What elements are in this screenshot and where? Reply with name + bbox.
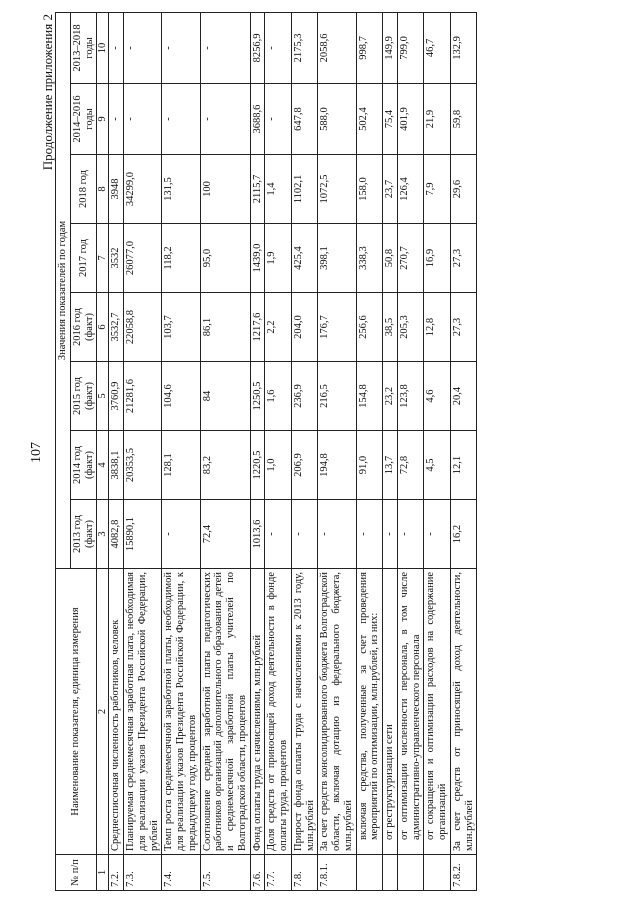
row-value: 1,6 [265, 362, 292, 431]
row-indicator-name: от оптимизации численности персонала, в том числе административно-управленческого персонала [397, 569, 424, 855]
row-value: 502,4 [356, 84, 383, 155]
row-value: 2175,3 [291, 12, 318, 83]
row-value: 398,1 [318, 224, 356, 293]
row-code: 7.2. [109, 855, 124, 891]
row-value: - [109, 84, 124, 155]
row-value: 59,8 [450, 84, 477, 155]
row-value: 1439,0 [250, 224, 265, 293]
row-value: 647,8 [291, 84, 318, 155]
row-value: 46,7 [424, 12, 451, 83]
row-value: 72,8 [397, 431, 424, 500]
table-row [200, 12, 250, 890]
row-value: 256,6 [356, 293, 383, 362]
row-value: 12,1 [450, 431, 477, 500]
row-value: 4,6 [424, 362, 451, 431]
row-value: 1013,6 [250, 500, 265, 569]
row-value: 126,4 [397, 155, 424, 224]
row-value: - [397, 500, 424, 569]
row-value: - [124, 84, 162, 155]
row-value: 1,4 [265, 155, 292, 224]
row-value: 12,8 [424, 293, 451, 362]
row-value: 194,8 [318, 431, 356, 500]
row-value: 338,3 [356, 224, 383, 293]
table-body [109, 12, 477, 890]
row-value: 206,9 [291, 431, 318, 500]
row-value: - [356, 500, 383, 569]
row-value: 91,0 [356, 431, 383, 500]
table-row [162, 12, 200, 890]
column-index: 3 [97, 500, 109, 569]
row-value: 8256,9 [250, 12, 265, 83]
row-value: - [162, 12, 200, 83]
row-value: 2115,7 [250, 155, 265, 224]
row-value: 998,7 [356, 12, 383, 83]
row-value: 149,9 [383, 12, 398, 83]
row-code: 7.8.2. [450, 855, 477, 891]
row-indicator-name: За счет средств консолидированного бюджета Волгоградской области, включая дотацию из федерального бюджета, млн.рублей [318, 569, 356, 855]
table-row [383, 12, 398, 890]
row-value: 21,9 [424, 84, 451, 155]
row-value: 29,6 [450, 155, 477, 224]
row-value: 26077,0 [124, 224, 162, 293]
row-value: 425,4 [291, 224, 318, 293]
column-index: 2 [97, 569, 109, 855]
table-row [109, 12, 124, 890]
row-value: 72,4 [200, 500, 250, 569]
row-value: - [200, 12, 250, 83]
row-indicator-name: Доля средств от приносящей доход деятельности в фонде оплаты труда, процентов [265, 569, 292, 855]
row-value: 3532,7 [109, 293, 124, 362]
row-value: - [162, 84, 200, 155]
column-index: 4 [97, 431, 109, 500]
row-value: 270,7 [397, 224, 424, 293]
row-value: 95,0 [200, 224, 250, 293]
row-value: 3532 [109, 224, 124, 293]
column-index: 6 [97, 293, 109, 362]
row-value: 23,7 [383, 155, 398, 224]
row-code: 7.8.1. [318, 855, 356, 891]
appendix-note: Продолжение приложения 2 [40, 14, 55, 171]
row-value: 16,9 [424, 224, 451, 293]
row-value: 588,0 [318, 84, 356, 155]
row-value: - [109, 12, 124, 83]
row-value: 204,0 [291, 293, 318, 362]
row-indicator-name: За счет средств от приносящей доход деятельности, млн.рублей [450, 569, 477, 855]
header-no: № п/п [56, 855, 97, 891]
table-row [291, 12, 318, 890]
header-name: Наименование показателя, единица измерения [56, 569, 97, 855]
row-value: 3688,6 [250, 84, 265, 155]
row-value: 176,7 [318, 293, 356, 362]
row-value: 1,0 [265, 431, 292, 500]
row-value: 20353,5 [124, 431, 162, 500]
header-year: 2013–2018 годы [70, 12, 97, 83]
row-code: 7.4. [162, 855, 200, 891]
column-index: 7 [97, 224, 109, 293]
row-value: 799,0 [397, 12, 424, 83]
header-values-group: Значения показателей по годам [56, 12, 71, 568]
row-value: 104,6 [162, 362, 200, 431]
row-value: 401,9 [397, 84, 424, 155]
row-indicator-name: Планируемая среднемесячная заработная плата, необходимая для реализации указов Президента Российской Федерации, рублей [124, 569, 162, 855]
table-row [124, 12, 162, 890]
row-value: 4082,8 [109, 500, 124, 569]
row-value: 1217,6 [250, 293, 265, 362]
row-value: 22058,8 [124, 293, 162, 362]
column-index: 8 [97, 155, 109, 224]
page-number: 107 [29, 442, 44, 463]
column-index: 5 [97, 362, 109, 431]
row-value: 27,3 [450, 224, 477, 293]
row-code: 7.3. [124, 855, 162, 891]
row-value: 15890,1 [124, 500, 162, 569]
table-row [250, 12, 265, 890]
row-value: - [265, 500, 292, 569]
row-indicator-name: Соотношение средней заработной платы педагогических работников организаций дополнительного образования детей и среднемесячной заработной платы учителей по Волгоградской области, процентов [200, 569, 250, 855]
header-year: 2013 год (факт) [70, 500, 97, 569]
row-code: 7.6. [250, 855, 265, 891]
row-indicator-name: Фонд оплаты труда с начислениями, млн.рублей [250, 569, 265, 855]
row-value: - [291, 500, 318, 569]
row-value: - [200, 84, 250, 155]
row-indicator-name: от сокращения и оптимизации расходов на содержание организаций [424, 569, 451, 855]
row-value: 154,8 [356, 362, 383, 431]
row-value: 75,4 [383, 84, 398, 155]
row-value: 131,5 [162, 155, 200, 224]
row-value: 1102,1 [291, 155, 318, 224]
row-value: - [424, 500, 451, 569]
row-value: 1,9 [265, 224, 292, 293]
row-value: 23,2 [383, 362, 398, 431]
row-value: - [162, 500, 200, 569]
column-index: 1 [97, 855, 109, 891]
row-indicator-name: Темп роста среднемесячной заработной платы, необходимой для реализации указов Президента Российской Федерации, к предыдущему году, процентов [162, 569, 200, 855]
header-year: 2018 год [70, 155, 97, 224]
row-code: 7.7. [265, 855, 292, 891]
row-indicator-name: включая средства, полученные за счет проведения мероприятий по оптимизации, млн.рублей, из них: [356, 569, 383, 855]
row-value: 118,2 [162, 224, 200, 293]
header-year: 2016 год (факт) [70, 293, 97, 362]
column-index: 9 [97, 84, 109, 155]
row-indicator-name: Среднесписочная численность работников, человек [109, 569, 124, 855]
row-code: 7.5. [200, 855, 250, 891]
row-value: - [124, 12, 162, 83]
row-value: 2,2 [265, 293, 292, 362]
row-value: 34299,0 [124, 155, 162, 224]
indicators-table [55, 12, 477, 891]
table-row [397, 12, 424, 890]
row-value: 216,5 [318, 362, 356, 431]
row-code [397, 855, 424, 891]
row-value: 38,5 [383, 293, 398, 362]
table-row [265, 12, 292, 890]
row-value: 236,9 [291, 362, 318, 431]
row-value: 86,1 [200, 293, 250, 362]
row-value: 27,3 [450, 293, 477, 362]
table-row [450, 12, 477, 890]
row-code: 7.8. [291, 855, 318, 891]
row-value: 128,1 [162, 431, 200, 500]
row-value: 13,7 [383, 431, 398, 500]
table-row [356, 12, 383, 890]
row-value: 1250,5 [250, 362, 265, 431]
row-indicator-name: Прирост фонда оплаты труда с начислениями к 2013 году, млн.рублей [291, 569, 318, 855]
row-value: 103,7 [162, 293, 200, 362]
header-year: 2015 год (факт) [70, 362, 97, 431]
header-year: 2017 год [70, 224, 97, 293]
row-value: 100 [200, 155, 250, 224]
row-value: 83,2 [200, 431, 250, 500]
row-value: 20,4 [450, 362, 477, 431]
header-year: 2014 год (факт) [70, 431, 97, 500]
table-row [318, 12, 356, 890]
row-code [383, 855, 398, 891]
row-value: 158,0 [356, 155, 383, 224]
row-value: 3948 [109, 155, 124, 224]
row-value: 84 [200, 362, 250, 431]
row-indicator-name: от реструктуризации сети [383, 569, 398, 855]
row-value: 132,9 [450, 12, 477, 83]
row-code [356, 855, 383, 891]
row-value: - [383, 500, 398, 569]
row-value: 1072,5 [318, 155, 356, 224]
row-value: - [265, 12, 292, 83]
row-value: 205,3 [397, 293, 424, 362]
row-value: 16,2 [450, 500, 477, 569]
row-value: 7,9 [424, 155, 451, 224]
table-row [424, 12, 451, 890]
row-code [424, 855, 451, 891]
row-value: 1220,5 [250, 431, 265, 500]
row-value: 123,8 [397, 362, 424, 431]
row-value: - [265, 84, 292, 155]
row-value: 21281,6 [124, 362, 162, 431]
header-year: 2014–2016 годы [70, 84, 97, 155]
row-value: 2058,6 [318, 12, 356, 83]
row-value: 3760,9 [109, 362, 124, 431]
row-value: 50,8 [383, 224, 398, 293]
row-value: - [318, 500, 356, 569]
row-value: 3838,1 [109, 431, 124, 500]
row-value: 4,5 [424, 431, 451, 500]
column-index: 10 [97, 12, 109, 83]
